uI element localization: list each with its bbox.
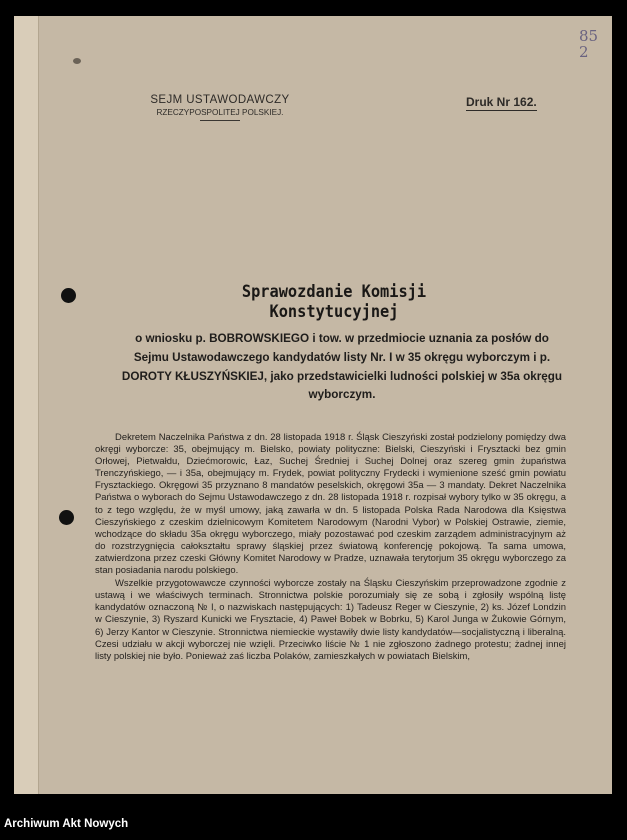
document-title: Sprawozdanie Komisji Konstytucyjnej xyxy=(241,282,427,322)
document-body xyxy=(95,432,566,663)
binding-strip xyxy=(14,16,39,794)
pin-mark xyxy=(73,58,81,64)
archive-number: 85 2 xyxy=(579,27,599,61)
header-rule xyxy=(200,120,240,121)
punch-hole xyxy=(59,510,74,525)
print-number: Druk Nr 162. xyxy=(466,95,537,109)
body-paragraph-2: Wszelkie przygotowawcze czynności wyborcze zostały na Śląsku Cieszyńskim przeprowadzone zgodnie z ustawą i we właściwych terminach. Stronnictwa polskie porozumiały się ze sobą i zgłosiły wspólną listę kandydatów oznaczoną № I, o nazwiskach następujących: 1) Tadeusz Reger w Cieszynie, 2) ks. Józef Londzin w Cieszynie, 3) Ryszard Kunicki we Frysztacie, 4) Paweł Bobek w Bobrku, 5) Karol Junga w Żukowie Górnym, 6) Jerzy Kantor w Cieszynie. Stronnictwa niemieckie wystawiły dwie listy kandydatów—socjalistyczną i liberalną. Czesi udziału w akcji wyborczej nie wzięli. Przeciwko liście № 1 nie zgłoszono żadnego protestu; żadnej innej listy polskiej nie było. Ponieważ zaś liczba Polaków, zamieszkałych w powiatach Bielskim, xyxy=(95,578,566,662)
institution-line2: RZECZYPOSPOLITEJ POLSKIEJ. xyxy=(156,108,284,117)
institution-line1: SEJM USTAWODAWCZY xyxy=(150,94,290,106)
archive-credit: Archiwum Akt Nowych xyxy=(4,818,129,830)
punch-hole xyxy=(61,288,76,303)
institution-header xyxy=(130,94,310,121)
body-paragraph-1: Dekretem Naczelnika Państwa z dn. 28 listopada 1918 r. Śląsk Cieszyński został podzielony pomiędzy dwa okręgi wyborcze: 35, obejmujący m. Bielsko, powiaty polityczne: Bielski, Cieszyński i Frysztacki bez gmin Orłowej, Pietwałdu, Dziećmorowic, Łaz, Suchej Średniej i Suchej Dolnej oraz szereg gmin żupaństwa Trenczyńskiego, — i 35a, obejmujący m. Frydek, powiat polityczny Frydecki i wymienione sześć gmin powiatu Frysztackiego. Okręgowi 35 przyznano 8 mandatów peselskich, okręgowi 35a — 3 mandaty. Dekret Naczelnika Państwa o wyborach do Sejmu Ustawodawczego z dn. 28 listopada 1918 r. rozpisał wybory tylko w 35 okręgu, a to z tego względu, że w myśl umowy, jaką zawarła w dn. 5 listopada Polska Rada Narodowa dla Księstwa Cieszyńskiego z czeskim dzielnicowym Komitetem Narodowym (Narodni Vybor) w Polskiej Ostrawie, ziemie, wchodzące do składu 35a okręgu wyborczego, miały pozostawać pod czeskim zarządem administracyjnym aż do rozstrzygnięcia całokształtu sprawy śląskiej przez światową konferencję pokojową. Ta sama umowa, zatwierdzona przez czeski Główny Komitet Narodowy w Pradze, uznawała terytorjum 35 okręgu wyborczego za stan posiadania narodu polskiego. xyxy=(95,432,566,577)
document-subtitle: o wniosku p. BOBROWSKIEGO i tow. w przedmiocie uznania za posłów do Sejmu Ustawodawczego kandydatów listy Nr. I w 35 okręgu wyborczym i p. DOROTY KŁUSZYŃSKIEJ, jako przedstawicielki ludności polskiej w 35a okręgu wyborczym. xyxy=(121,332,563,402)
